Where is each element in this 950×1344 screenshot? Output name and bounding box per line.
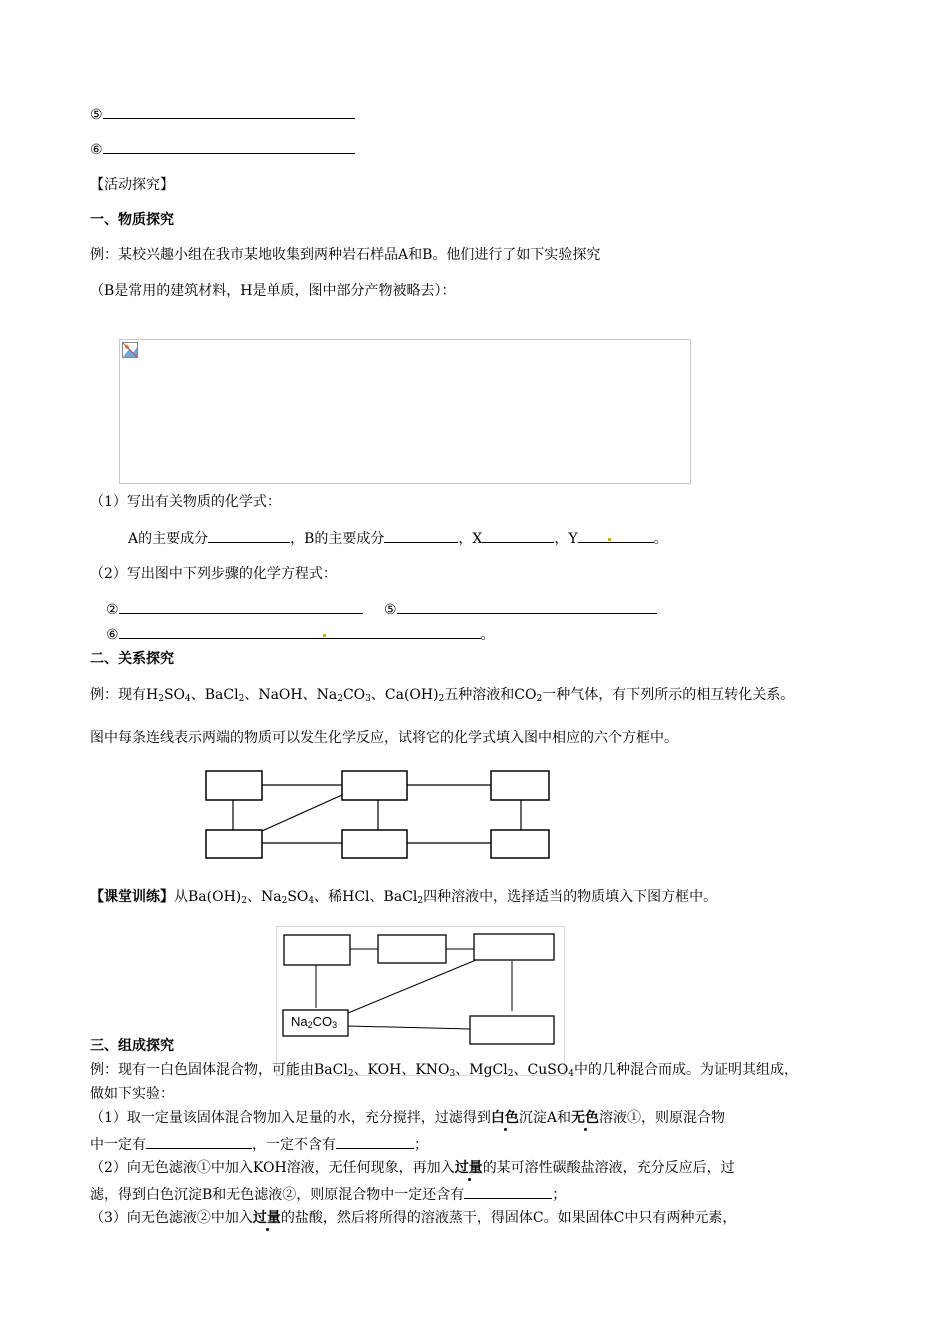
answer-box[interactable] <box>284 935 350 965</box>
answer-box[interactable] <box>470 1016 554 1044</box>
section3-q3-line1: （3）向无色滤液②中加入过量的盐酸，然后将所得的溶液蒸干，得固体C。如果固体C中只有两种元素， <box>90 1210 737 1226</box>
answer-box[interactable] <box>474 934 554 960</box>
training-diagram <box>276 926 566 1076</box>
section2-line1: 例：现有$H_2SO_4$、BaCl$_2$、NaOH、$Na_2CO_3$、$Ca(OH)_2$五种溶液和$CO_2$一种气体，有下列所示的相互转化关系。 <box>90 687 795 704</box>
answer-blank[interactable] <box>384 528 458 543</box>
na2co3-label: $Na_2CO_3$ <box>291 1014 338 1030</box>
answer-blank[interactable] <box>578 528 654 543</box>
emphasis-white: 白色 <box>490 1110 519 1126</box>
section1-q2-item5 <box>384 599 657 620</box>
q2-end: 。 <box>480 627 495 643</box>
q1-y-label: ，Y <box>554 531 578 547</box>
item-5-label: ⑤ <box>90 107 103 123</box>
relation-diagram <box>200 765 560 865</box>
item-2-label: ② <box>106 602 119 618</box>
section1-q2-item6 <box>106 624 495 645</box>
section3-q2-line1: （2）向无色滤液①中加入KOH溶液，无任何现象，再加入过量的某可溶性碳酸盐溶液，充分反应后，过 <box>90 1160 735 1176</box>
q1-b-label: ，B的主要成分 <box>290 531 385 547</box>
section3-q1-line1: （1）取一定量该固体混合物加入足量的水，充分搅拌，过滤得到白色沉淀A和无色溶液①，则原混合物 <box>90 1110 726 1126</box>
item-5-line <box>90 104 355 125</box>
section1-q2-item2 <box>106 599 363 620</box>
answer-box[interactable] <box>206 830 262 858</box>
answer-blank[interactable] <box>208 528 290 543</box>
answer-box[interactable] <box>342 830 407 858</box>
answer-blank[interactable] <box>103 139 355 154</box>
item-6-label: ⑥ <box>106 627 119 643</box>
answer-blank[interactable] <box>397 599 657 614</box>
answer-blank[interactable] <box>464 1184 552 1199</box>
link-line <box>262 795 342 831</box>
answer-box[interactable] <box>378 935 446 963</box>
emphasis-excess: 过量 <box>454 1160 483 1176</box>
emphasis-excess: 过量 <box>252 1210 281 1226</box>
section3-q1-line2: 中一定有 ，一定不含有 ； <box>90 1134 428 1155</box>
answer-blank[interactable] <box>336 1134 414 1149</box>
training-line: 【课堂训练】从$Ba(OH)_2$、$Na_2SO_4$、稀HCl、BaCl$_2$四种溶液中，选择适当的物质填入下图方框中。 <box>90 889 718 906</box>
stray-mark <box>608 538 611 541</box>
answer-blank[interactable] <box>119 624 481 639</box>
answer-box[interactable] <box>206 771 262 800</box>
answer-box[interactable] <box>491 771 549 800</box>
answer-blank[interactable] <box>482 528 554 543</box>
q1-end: 。 <box>653 531 668 547</box>
section2-line2: 图中每条连线表示两端的物质可以发生化学反应，试将它的化学式填入图中相应的六个方框中。 <box>90 730 678 746</box>
section3-intro2: 做如下实验： <box>90 1086 174 1102</box>
section1-q2: （2）写出图中下列步骤的化学方程式： <box>90 566 337 582</box>
broken-image-icon <box>122 342 138 358</box>
item-6-label: ⑥ <box>90 142 103 158</box>
section1-example-line1: 例：某校兴趣小组在我市某地收集到两种岩石样品A和B。他们进行了如下实验探究 <box>90 247 601 263</box>
answer-box[interactable] <box>342 771 407 800</box>
answer-box[interactable] <box>491 830 549 858</box>
answer-blank[interactable] <box>103 104 355 119</box>
section3-heading: 三、组成探究 <box>90 1038 174 1054</box>
item-5-label: ⑤ <box>384 602 397 618</box>
diagram-image-placeholder <box>119 339 691 484</box>
section1-heading: 一、物质探究 <box>90 212 174 228</box>
item-6-line <box>90 139 355 160</box>
section1-q1-answers <box>128 528 668 549</box>
stray-mark <box>323 634 326 637</box>
training-label: 【课堂训练】 <box>90 889 174 905</box>
emphasis-colorless: 无色 <box>571 1110 600 1126</box>
answer-blank[interactable] <box>119 599 363 614</box>
q1-x-label: ，X <box>458 531 483 547</box>
answer-blank[interactable] <box>146 1134 252 1149</box>
section3-q2-line2: 滤，得到白色沉淀B和无色滤液②，则原混合物中一定还含有 ； <box>90 1184 566 1205</box>
section3-intro1: 例：现有一白色固体混合物，可能由BaCl$_2$、KOH、$KNO_3$、MgCl$_2$、CuSO$_4$中的几种混合而成。为证明其组成， <box>90 1062 799 1079</box>
section1-example-line2: （B是常用的建筑材料，H是单质，图中部分产物被略去）： <box>90 283 456 299</box>
section2-heading: 二、关系探究 <box>90 651 174 667</box>
section1-q1: （1）写出有关物质的化学式： <box>90 494 281 510</box>
q1-a-label: A的主要成分 <box>128 531 209 547</box>
activity-heading: 【活动探究】 <box>90 177 174 193</box>
